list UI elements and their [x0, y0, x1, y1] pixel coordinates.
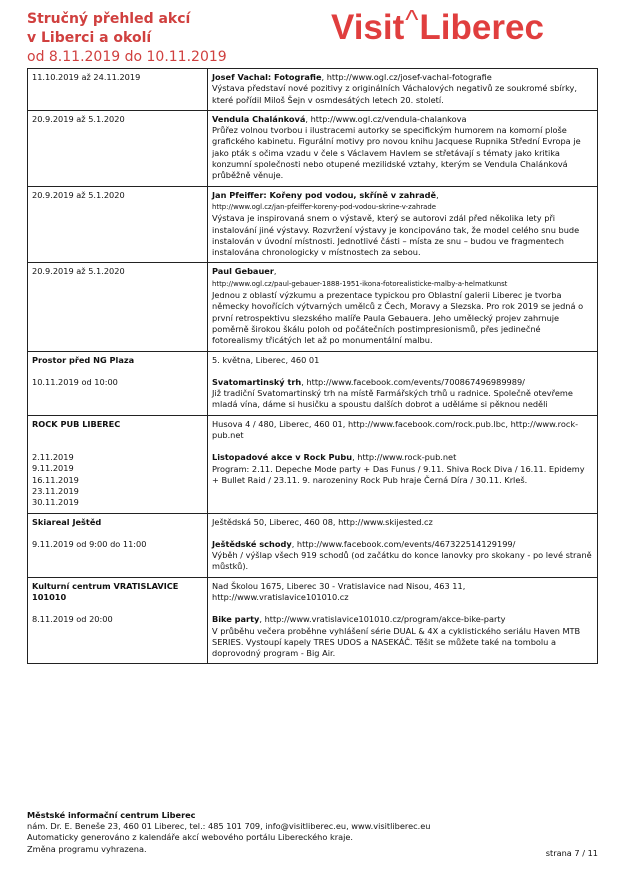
venue-dates — [32, 377, 203, 388]
event-link[interactable]: , http://www.ogl.cz/josef-vachal-fotografie — [321, 72, 492, 82]
event-link-separator: , — [273, 266, 277, 277]
venue-name: Prostor před NG Plaza — [32, 354, 135, 365]
event-link[interactable]: http://www.ogl.cz/jan-pfeiffer-koreny-pod-vodou-skrine-v-zahrade — [212, 202, 436, 211]
visit-liberec-logo — [331, 4, 544, 50]
venue-dates — [32, 539, 203, 550]
event-row — [28, 263, 598, 351]
event-row — [28, 186, 598, 263]
event-date: 9.11.2019 — [32, 463, 74, 474]
event-description: Jednou z oblastí výzkumu a prezentace typickou pro Oblastní galerii Liberec je tvorba německy hovořících výtvarných umělců z Čech, Moravy a Slezska. Pro rok 2019 se jedná o první retrospektivu slezského malíře Paula Gebauera. Jeho umělecký projev zahrnuje poměrně širokou škálu poloh od počátečních postimpresionismů, přes jedinečné fotorealismy třicátých let až po monumentální malbu. — [212, 290, 584, 346]
page-number: strana 7 / 11 — [545, 848, 598, 858]
event-link-separator: , — [436, 189, 439, 200]
footer-generated-note: Automaticky generováno z kalendáře akcí webového portálu Libereckého kraje. — [27, 832, 354, 843]
venue-cell — [28, 351, 208, 415]
venue-row — [28, 415, 598, 513]
event-detail — [208, 110, 598, 186]
event-detail — [208, 69, 598, 111]
footer-disclaimer: Změna programu vyhrazena. — [27, 843, 147, 854]
event-date: 23.11.2019 — [32, 485, 79, 496]
heading-date-range: od 8.11.2019 do 10.11.2019 — [27, 49, 227, 65]
logo-text-visit: Visit — [331, 8, 405, 47]
event-description: V průběhu večera proběhne vyhlášení série DUAL & 4X a cyklistického seriálu Haven MTB SERIES. Vystoupí kapely TRES UDOS a NASEKÁČ. Těšit se můžete také na tombolu a doprovodný program - Big Air. — [212, 625, 581, 659]
event-description: Výběh / výšlap všech 919 schodů (od začátku do konce lanovky pro skokany - po levé straně můstků). — [212, 550, 592, 572]
logo-text-liberec: Liberec — [419, 8, 544, 47]
venue-dates — [32, 614, 203, 625]
event-title: Svatomartinský trh — [212, 376, 302, 387]
event-link[interactable]: , http://www.facebook.com/events/700867496989989/ — [301, 376, 525, 387]
document-heading — [27, 10, 227, 67]
venue-cell — [28, 415, 208, 513]
event-title: Paul Gebauer — [212, 266, 274, 277]
venue-detail — [208, 577, 598, 664]
event-description: Výstava představí nové pozitivy z originálních Váchalových negativů ze soukromé sbírky, které pořídil Miloš Šejn v osmdesátých letech 20. století. — [212, 83, 577, 105]
heading-line-1: Stručný přehled akcí — [27, 11, 191, 27]
venue-address: Husova 4 / 480, Liberec, 460 01, http://www.facebook.com/rock.pub.lbc, http://www.rock-pub.net — [212, 418, 579, 441]
event-date: 20.9.2019 až 5.1.2020 — [28, 110, 208, 186]
footer-contact: nám. Dr. E. Beneše 23, 460 01 Liberec, tel.: 485 101 709, info@visitliberec.eu, www.visitliberec.eu — [27, 821, 431, 832]
event-date: 10.11.2019 od 10:00 — [32, 376, 118, 387]
venue-cell — [28, 513, 208, 577]
venue-name: Kulturní centrum VRATISLAVICE 101010 — [32, 580, 179, 602]
event-title: Listopadové akce v Rock Pubu — [212, 452, 353, 463]
page-footer — [27, 810, 598, 855]
venue-dates — [32, 452, 203, 508]
venue-name: ROCK PUB LIBEREC — [32, 418, 121, 429]
event-title: Jan Pfeiffer: Kořeny pod vodou, skříně v zahradě — [212, 189, 437, 200]
event-title: Vendula Chalánková — [212, 113, 306, 124]
event-date: 16.11.2019 — [32, 474, 79, 485]
venue-detail — [208, 513, 598, 577]
event-date: 9.11.2019 od 9:00 do 11:00 — [32, 538, 147, 549]
venue-name: Skiareal Ještěd — [32, 516, 102, 527]
event-date: 11.10.2019 až 24.11.2019 — [28, 69, 208, 111]
footer-organization: Městské informační centrum Liberec — [27, 810, 196, 820]
venue-detail — [208, 351, 598, 415]
event-description: Již tradiční Svatomartinský trh na místě Farmářských trhů u radnice. Společně otevřeme mladá vína, dáme si husičku a spoustu dalších dobrot a uděláme si pěknou neděli — [212, 388, 573, 410]
event-link[interactable]: , http://www.vratislavice101010.cz/program/akce-bike-party — [259, 614, 506, 625]
venue-address: Ještědská 50, Liberec, 460 08, http://www.skijested.cz — [212, 516, 433, 527]
event-date: 2.11.2019 — [32, 452, 74, 463]
event-detail — [208, 186, 598, 263]
logo-caret: ^ — [405, 4, 419, 35]
event-link[interactable]: http://www.ogl.cz/paul-gebauer-1888-1951-ikona-fotorealisticke-malby-a-helmatkunst — [212, 279, 508, 288]
event-row — [28, 110, 598, 186]
event-description: Průřez volnou tvorbou i ilustracemi autorky se specifickým humorem na komorní ploše grafického kabinetu. Figurální motivy pro novou knihu Jacquese Rupnika Střední Evropa je jako pták s očima vzadu v čele s Václavem Havlem se střetávají s tématy jako kritika konzumní společnosti nebo otupené mezilidské vztahy, kterým se Vendula Chalánková průběžně věnuje. — [212, 125, 581, 181]
venue-row — [28, 351, 598, 415]
event-detail — [208, 263, 598, 351]
venue-row — [28, 513, 598, 577]
event-date: 30.11.2019 — [32, 497, 79, 508]
event-title: Josef Vachal: Fotografie — [212, 72, 322, 82]
venue-cell — [28, 577, 208, 664]
venue-address: 5. května, Liberec, 460 01 — [212, 354, 320, 365]
event-description: Program: 2.11. Depeche Mode party + Das Funus / 9.11. Shiva Rock Diva / 16.11. Epidemy + Bullet Raid / 23.11. 9. narozeniny Rock Pub hraje Černá Díra / 30.11. Krleš. — [212, 463, 585, 485]
event-link[interactable]: , http://www.ogl.cz/vendula-chalankova — [305, 113, 467, 124]
event-title: Bike party — [212, 614, 260, 625]
event-row — [28, 69, 598, 111]
event-link[interactable]: , http://www.rock-pub.net — [352, 452, 457, 463]
event-date: 8.11.2019 od 20:00 — [32, 614, 113, 625]
event-description: Výstava je inspirovaná snem o výstavě, který se autorovi zdál před několika lety při instalování jiné výstavy. Rozvržení výstavy je koncipováno tak, že model celého snu bude instalován v úvodní místnosti. Jednotlivé části – místa ze snu – budou ve fragmentech instalována chronologicky v místnostech za sebou. — [212, 213, 580, 258]
event-date: 20.9.2019 až 5.1.2020 — [28, 186, 208, 263]
venue-detail — [208, 415, 598, 513]
venue-row — [28, 577, 598, 664]
heading-line-2: v Liberci a okolí — [27, 30, 152, 46]
event-date: 20.9.2019 až 5.1.2020 — [28, 263, 208, 351]
events-table — [27, 68, 598, 664]
event-title: Ještědské schody — [212, 538, 292, 549]
event-link[interactable]: , http://www.facebook.com/events/467322514129199/ — [291, 538, 516, 549]
venue-address: Nad Školou 1675, Liberec 30 - Vratislavice nad Nisou, 463 11, http://www.vratislavice101010.cz — [212, 580, 466, 602]
